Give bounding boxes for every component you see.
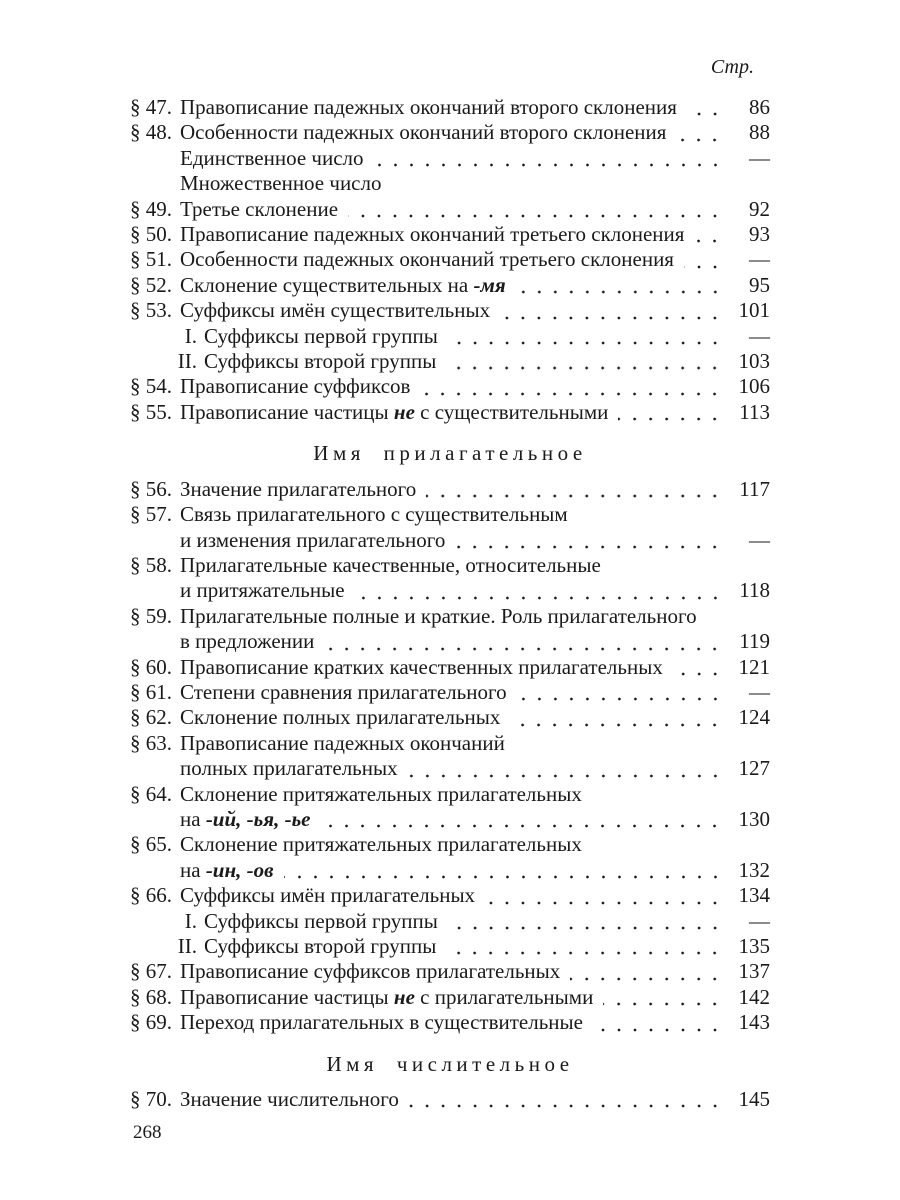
entry-title-text: Множественное число: [180, 171, 382, 196]
entry-number: § 60.: [130, 654, 172, 679]
toc-row: [130, 374, 770, 399]
entry-title: [180, 782, 582, 807]
entry-title: [180, 959, 560, 984]
entry-title-emphasis: не: [393, 984, 415, 1009]
page-ref: —: [749, 247, 770, 272]
entry-title-text: с прилагательными: [414, 984, 594, 1009]
page-ref: 92: [749, 196, 770, 221]
entry-title-text: Прилагательные полные и краткие. Роль прилагательного: [180, 603, 697, 628]
entry-number: § 57.: [130, 502, 172, 527]
entry-title-text: на: [180, 857, 206, 882]
entry-title: [180, 680, 507, 705]
entry-title-text: Склонение полных прилагательных: [180, 705, 501, 730]
dot-leader: [446, 349, 725, 374]
entry-title-text: в предложении: [180, 629, 315, 654]
toc-row: [130, 604, 770, 629]
entry-title: [180, 604, 697, 629]
toc-row: [130, 705, 770, 730]
entry-number: § 56.: [130, 476, 172, 501]
entry-title-text: с существительными: [414, 399, 609, 424]
entry-title-emphasis: -ин, -ов: [205, 857, 274, 882]
page-ref: 121: [738, 654, 770, 679]
toc-row: [130, 553, 770, 578]
entry-number: § 69.: [130, 1010, 172, 1035]
dot-leader: [618, 400, 725, 425]
entry-title-text: Особенности падежных окончаний второго склонения: [180, 120, 667, 145]
entry-title-text: Правописание падежных окончаний третьего склонения: [180, 222, 685, 247]
toc-row: [130, 731, 770, 756]
toc-row: [130, 680, 770, 705]
toc-row: [130, 400, 770, 425]
page-ref: 119: [739, 629, 770, 654]
entry-title-text: и притяжательные: [180, 578, 345, 603]
entry-title-text: Прилагательные качественные, относительные: [180, 552, 601, 577]
entry-number: § 65.: [130, 832, 172, 857]
entry-title: [180, 95, 677, 120]
page-ref: —: [749, 145, 770, 170]
entry-number: § 62.: [130, 705, 172, 730]
toc-row: [130, 1087, 770, 1112]
toc-row: [130, 120, 770, 145]
page-ref: 88: [749, 120, 770, 145]
toc-row: [130, 247, 770, 272]
entry-title-text: и изменения прилагательного: [180, 527, 446, 552]
entry-title-text: Особенности падежных окончаний третьего склонения: [180, 247, 674, 272]
dot-leader: [485, 883, 725, 908]
entry-title: [204, 934, 436, 959]
dot-leader: [448, 324, 725, 349]
page-ref: 145: [738, 1087, 770, 1112]
dot-leader: [676, 120, 725, 145]
entry-number: § 64.: [130, 781, 172, 806]
entry-title-emphasis: не: [393, 399, 415, 424]
dot-leader: [603, 985, 725, 1010]
toc-row: [130, 349, 770, 374]
page-ref: —: [749, 527, 770, 552]
entry-title: [180, 807, 310, 832]
page-ref: 103: [738, 349, 770, 374]
entry-title-text: Суффиксы первой группы: [204, 908, 438, 933]
toc-row: [130, 985, 770, 1010]
dot-leader: [448, 909, 725, 934]
toc-row: [130, 909, 770, 934]
entry-title-text: Склонение притяжательных прилагательных: [180, 832, 582, 857]
page-ref: 127: [738, 756, 770, 781]
entry-number: II.: [177, 349, 197, 374]
entry-title-emphasis: -ий, -ья, -ье: [205, 806, 311, 831]
entry-title: [204, 324, 438, 349]
entry-title-text: Правописание падежных окончаний: [180, 730, 505, 755]
toc-row: [130, 528, 770, 553]
entry-title-text: Суффиксы имён существительных: [180, 298, 491, 323]
entry-title-text: на: [180, 806, 206, 831]
entry-number: § 49.: [130, 196, 172, 221]
toc-row: [130, 146, 770, 171]
page-ref: 113: [739, 399, 770, 424]
toc-row: [130, 858, 770, 883]
entry-title-text: Единственное число: [180, 145, 364, 170]
toc-row: [130, 477, 770, 502]
page-ref: 93: [749, 222, 770, 247]
entry-title-text: Склонение существительных на: [180, 272, 474, 297]
dot-leader: [593, 1010, 725, 1035]
page-ref: 95: [749, 272, 770, 297]
entry-title: [180, 985, 593, 1010]
toc-row: [130, 807, 770, 832]
dot-leader: [694, 222, 725, 247]
entry-title-text: Склонение притяжательных прилагательных: [180, 781, 582, 806]
dot-leader: [374, 146, 725, 171]
entry-number: § 54.: [130, 374, 172, 399]
entry-title: [180, 528, 445, 553]
entry-title: [204, 909, 438, 934]
entry-title-text: Значение прилагательного: [180, 476, 417, 501]
entry-title: [180, 273, 506, 298]
entry-title-text: Суффиксы второй группы: [204, 934, 437, 958]
entry-title-text: Связь прилагательного с существительным: [180, 502, 568, 527]
dot-leader: [355, 578, 725, 603]
entry-title: [180, 197, 338, 222]
toc-row: [130, 502, 770, 527]
page-ref: —: [749, 908, 770, 933]
entry-title-text: Третье склонение: [180, 196, 339, 221]
page-ref: 118: [739, 578, 770, 603]
entry-number: I.: [184, 323, 197, 348]
entry-number: § 50.: [130, 222, 172, 247]
dot-leader: [324, 629, 725, 654]
entry-number: § 68.: [130, 984, 172, 1009]
entry-title: [180, 629, 314, 654]
section-heading: Имя прилагательное: [313, 441, 587, 466]
entry-title: [180, 832, 582, 857]
toc-row: [130, 655, 770, 680]
page-ref: 117: [739, 476, 770, 501]
entry-number: § 48.: [130, 120, 172, 145]
dot-leader: [409, 1087, 725, 1112]
entry-title: [180, 298, 490, 323]
dot-leader: [570, 959, 725, 984]
entry-number: § 47.: [130, 95, 172, 119]
entry-title: [180, 756, 398, 781]
entry-number: I.: [184, 908, 197, 933]
entry-title-text: Правописание кратких качественных прилагательных: [180, 654, 663, 679]
entry-title-text: Суффиксы имён прилагательных: [180, 883, 476, 908]
folio-page-number: 268: [133, 1122, 162, 1143]
dot-leader: [455, 528, 725, 553]
page-ref: 134: [738, 883, 770, 908]
dot-leader: [420, 374, 725, 399]
dot-leader: [284, 858, 725, 883]
section-heading: Имя числительное: [326, 1051, 574, 1076]
entry-title-text: Правописание частицы: [180, 399, 394, 424]
entry-title: [180, 578, 345, 603]
entry-number: § 66.: [130, 883, 172, 908]
entry-title: [180, 171, 381, 196]
entry-title: [180, 400, 608, 425]
toc-row: [130, 222, 770, 247]
toc-row: [130, 1010, 770, 1035]
dot-leader: [320, 807, 725, 832]
toc-row: [130, 578, 770, 603]
page-ref: 135: [738, 934, 770, 958]
entry-number: § 51.: [130, 247, 172, 272]
entry-title: [180, 374, 410, 399]
dot-leader: [510, 705, 725, 730]
toc-row: [130, 756, 770, 781]
entry-title-text: Переход прилагательных в существительные: [180, 1010, 583, 1035]
dot-leader: [408, 756, 725, 781]
entry-title: [180, 146, 364, 171]
dot-leader: [426, 477, 725, 502]
page-ref: —: [749, 679, 770, 704]
entry-title-text: полных прилагательных: [180, 756, 398, 781]
page-ref: 86: [749, 95, 770, 119]
entry-title: [180, 477, 416, 502]
entry-title-text: Суффиксы первой группы: [204, 323, 438, 348]
entry-title-text: Правописание частицы: [180, 984, 394, 1009]
page-ref: 143: [738, 1010, 770, 1035]
toc-row: [130, 832, 770, 857]
page-ref: 132: [738, 857, 770, 882]
dot-leader: [516, 273, 725, 298]
entry-title: [180, 655, 663, 680]
toc-row: [130, 95, 770, 120]
page-ref: 106: [738, 374, 770, 399]
entry-title: [180, 553, 601, 578]
page-ref: 124: [738, 705, 770, 730]
entry-title: [204, 349, 436, 374]
entry-number: § 63.: [130, 730, 172, 755]
page-ref: —: [749, 323, 770, 348]
entry-number: II.: [177, 934, 197, 958]
page-ref: 130: [738, 806, 770, 831]
entry-title-text: Степени сравнения прилагательного: [180, 679, 507, 704]
entry-title-text: Правописание суффиксов прилагательных: [180, 959, 561, 984]
toc-row: [130, 934, 770, 959]
toc-row: [130, 273, 770, 298]
entry-title: [180, 883, 475, 908]
entry-number: § 67.: [130, 959, 172, 984]
entry-title: [180, 222, 684, 247]
entry-title: [180, 705, 500, 730]
entry-number: § 58.: [130, 552, 172, 577]
toc-row: [130, 782, 770, 807]
toc-row: [130, 883, 770, 908]
entry-title: [180, 1087, 399, 1112]
entry-title: [180, 247, 674, 272]
entry-title: [180, 731, 505, 756]
dot-leader: [687, 95, 725, 120]
page-column-header: Стр.: [710, 56, 754, 78]
dot-leader: [517, 680, 725, 705]
toc-row: [130, 298, 770, 323]
toc-row: [130, 171, 770, 196]
dot-leader: [500, 298, 725, 323]
entry-number: § 61.: [130, 679, 172, 704]
entry-title-emphasis: -мя: [473, 272, 506, 297]
toc-row: [130, 629, 770, 654]
entry-title: [180, 1010, 583, 1035]
dot-leader: [446, 934, 725, 959]
entry-title-text: Правописание падежных окончаний второго склонения: [180, 95, 677, 119]
entry-number: § 53.: [130, 298, 172, 323]
toc-row: [130, 959, 770, 984]
entry-title: [180, 120, 666, 145]
toc-row: [130, 197, 770, 222]
page-ref: 142: [738, 984, 770, 1009]
entry-title-text: Суффиксы второй группы: [204, 349, 437, 374]
toc: [130, 95, 770, 1112]
entry-title-text: Правописание суффиксов: [180, 374, 411, 399]
entry-number: § 55.: [130, 399, 172, 424]
page-ref: 137: [738, 959, 770, 984]
dot-leader: [684, 247, 725, 272]
dot-leader: [348, 197, 725, 222]
entry-number: § 59.: [130, 603, 172, 628]
entry-title: [180, 858, 274, 883]
toc-row: [130, 324, 770, 349]
entry-title-text: Значение числительного: [180, 1087, 399, 1112]
entry-number: § 70.: [130, 1087, 172, 1112]
entry-title: [180, 502, 568, 527]
entry-number: § 52.: [130, 272, 172, 297]
page-ref: 101: [738, 298, 770, 323]
dot-leader: [673, 655, 725, 680]
